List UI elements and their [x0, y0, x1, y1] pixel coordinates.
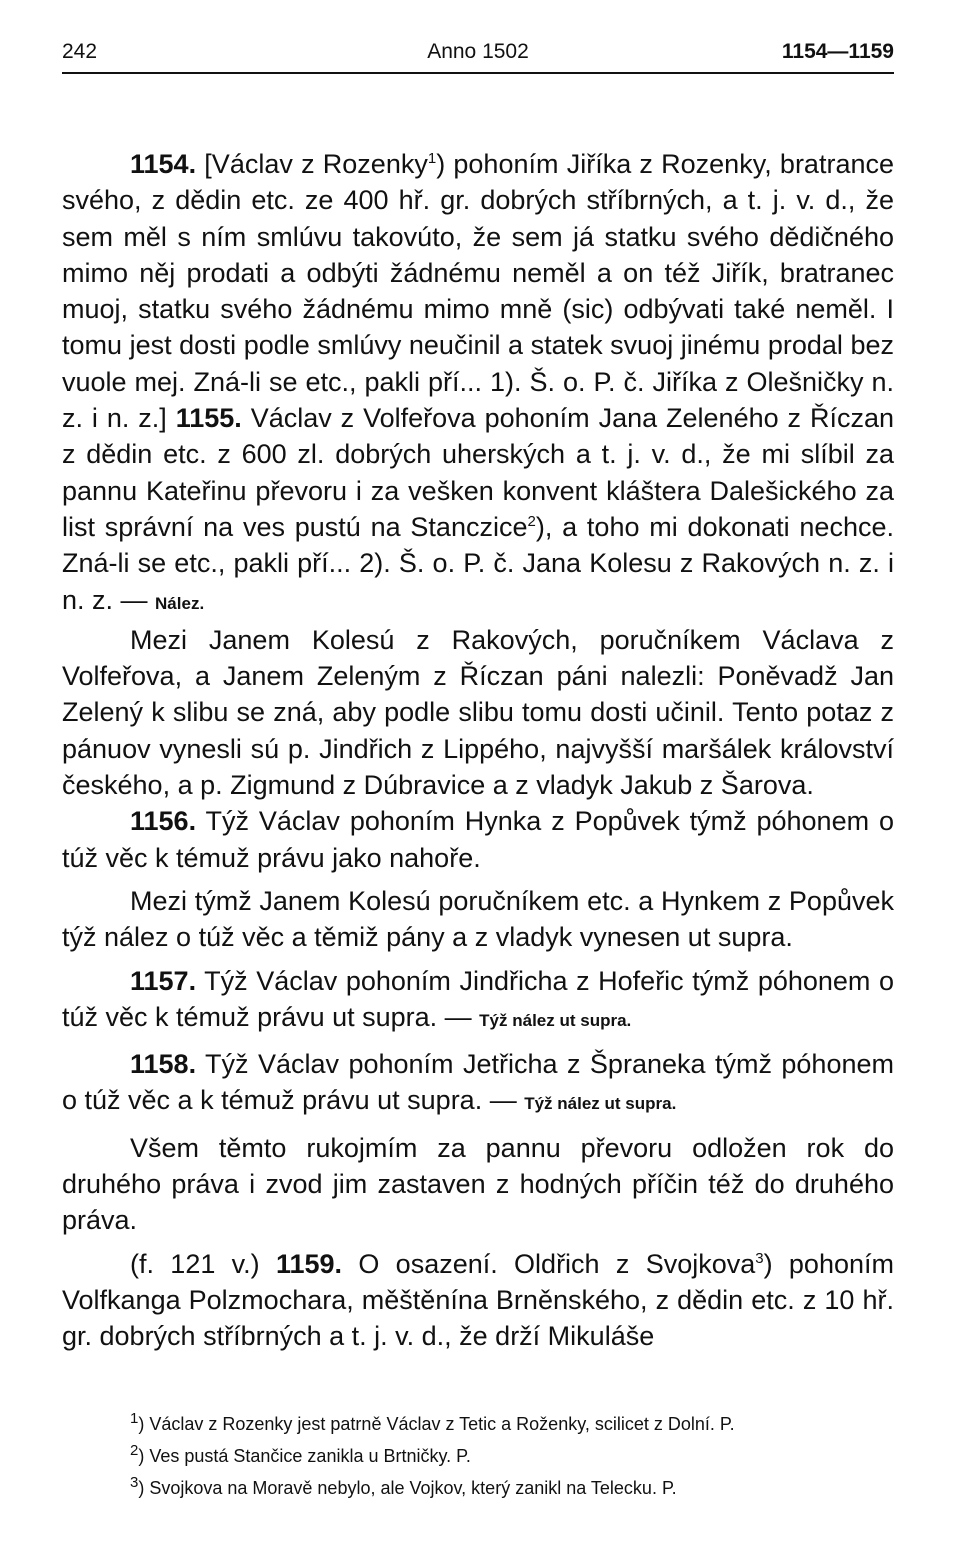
entry-1156	[62, 803, 894, 876]
entry-number: 1156.	[130, 806, 197, 837]
nalez-note: Týž nález ut supra.	[524, 1094, 677, 1114]
footnote-1	[62, 1408, 894, 1440]
entry-number: 1155.	[175, 403, 242, 434]
entry-1158	[62, 1046, 894, 1123]
footnote-ref: 1	[427, 150, 437, 167]
footnote-mark: 1	[130, 1410, 139, 1427]
entry-text: ) pohoním Jiříka z Rozenky, bratrance svého, z dědin etc. ze 400 hř. gr. dobrých stříbrných, a t. j. v. d., že sem měl s ním smlúvu takovúto, že sem já statku svého dědičného mimo něj prodati a odbýti žádnému neměl a on též Jiřík, bratranec muoj, statku svého žádnému mimo mně (sic) odbývati také neměl. I tomu jest dosti podle smlúvy neučinil a statek svuoj jinému prodal bez vuole mej. Zná-li se etc., pakli pří... 1). Š. o. P. č. Jiříka z Olešničky n. z. i n. z.]	[62, 149, 894, 434]
footnote-ref: 3	[755, 1249, 764, 1267]
paragraph-vsem: Všem těmto rukojmím za pannu převoru odložen rok do druhého práva i zvod jim zastaven z hodných příčin též do druhého práva.	[62, 1132, 894, 1236]
footnote-mark: 2	[130, 1442, 139, 1459]
nalez-label: Nález.	[155, 593, 205, 613]
entry-number: 1158.	[130, 1049, 197, 1080]
page	[62, 38, 894, 1355]
nalez-note: Týž nález ut supra.	[479, 1010, 632, 1030]
page-number: 242	[62, 40, 98, 63]
verdict-1155: Mezi Janem Kolesú z Rakových, poručníkem Václava z Volfeřova, a Janem Zeleným z Říczan páni nalezli: Poněvadž Jan Zelený k slibu se zná, aby podle slibu tomu dosti učinil. Tento potaz z pánuov vynesli sú p. Jindřich z Lippého, najvyšší maršálek království českého, a p. Zigmund z Dúbravice a z vladyk Jakub z Šarova.	[62, 624, 894, 801]
footnote-2	[62, 1440, 894, 1472]
footnotes	[62, 1408, 894, 1504]
entry-1157	[62, 963, 894, 1040]
running-header	[62, 38, 894, 74]
entry-1159	[62, 1246, 894, 1355]
verdict-1156: Mezi týmž Janem Kolesú poručníkem etc. a Hynkem z Popůvek týž nález o túž věc a těmiž pány a z vladyk vynesen ut supra.	[62, 885, 894, 953]
entry-range: 1154—1159	[781, 40, 894, 63]
footnote-text: ) Václav z Rozenky jest patrně Václav z Tetic a Roženky, scilicet z Dolní. P.	[138, 1414, 735, 1434]
footnote-text: ) Svojkova na Moravě nebylo, ale Vojkov, který zanikl na Telecku. P.	[138, 1478, 677, 1498]
entry-text: ), a toho mi dokonati nechce. Zná-li se etc., pakli pří... 2). Š. o. P. č. Jana Kolesu z Rakových n. z. i n. z. —	[62, 511, 894, 615]
footnote-mark: 3	[130, 1474, 139, 1491]
entry-text: Týž Václav pohoním Jindřicha z Hofeřic týmž póhonem o túž věc k témuž právu ut supra. —	[62, 965, 894, 1032]
entry-text: Týž Václav pohoním Jetřicha z Špraneka týmž póhonem o túž věc a k témuž právu ut supra. —	[62, 1049, 894, 1116]
main-text	[62, 146, 894, 1355]
folio-ref: (f. 121 v.)	[130, 1248, 276, 1279]
entry-number: 1154.	[130, 149, 197, 179]
footnote-ref: 2	[527, 512, 536, 530]
entry-text: [Václav z Rozenky	[196, 149, 428, 179]
entry-number: 1157.	[130, 965, 197, 996]
footnote-3	[62, 1472, 894, 1504]
entry-1154	[62, 146, 894, 622]
entry-number: 1159.	[275, 1248, 343, 1279]
entry-text: ) pohoním Volfkanga Polzmochara, měštěnína Brněnského, z dědin etc. z 10 hř. gr. dobrých stříbrných a t. j. v. d., že drží Mikuláše	[62, 1248, 894, 1352]
entry-text: Týž Václav pohoním Hynka z Popůvek týmž póhonem o túž věc k témuž právu jako nahoře.	[62, 806, 894, 873]
running-title: Anno 1502	[427, 40, 529, 63]
footnote-text: ) Ves pustá Stančice zanikla u Brtničky. P.	[138, 1446, 471, 1466]
entry-text: Václav z Volfeřova pohoním Jana Zeleného z Říczan z dědin etc. z 600 zl. dobrých uherských a t. j. v. d., že mi slíbil za pannu Kateřinu převoru i za vešken konvent kláštera Dalešického za list správní na ves pustú na Stanczice	[62, 403, 894, 542]
entry-text: O osazení. Oldřich z Svojkova	[342, 1248, 756, 1279]
